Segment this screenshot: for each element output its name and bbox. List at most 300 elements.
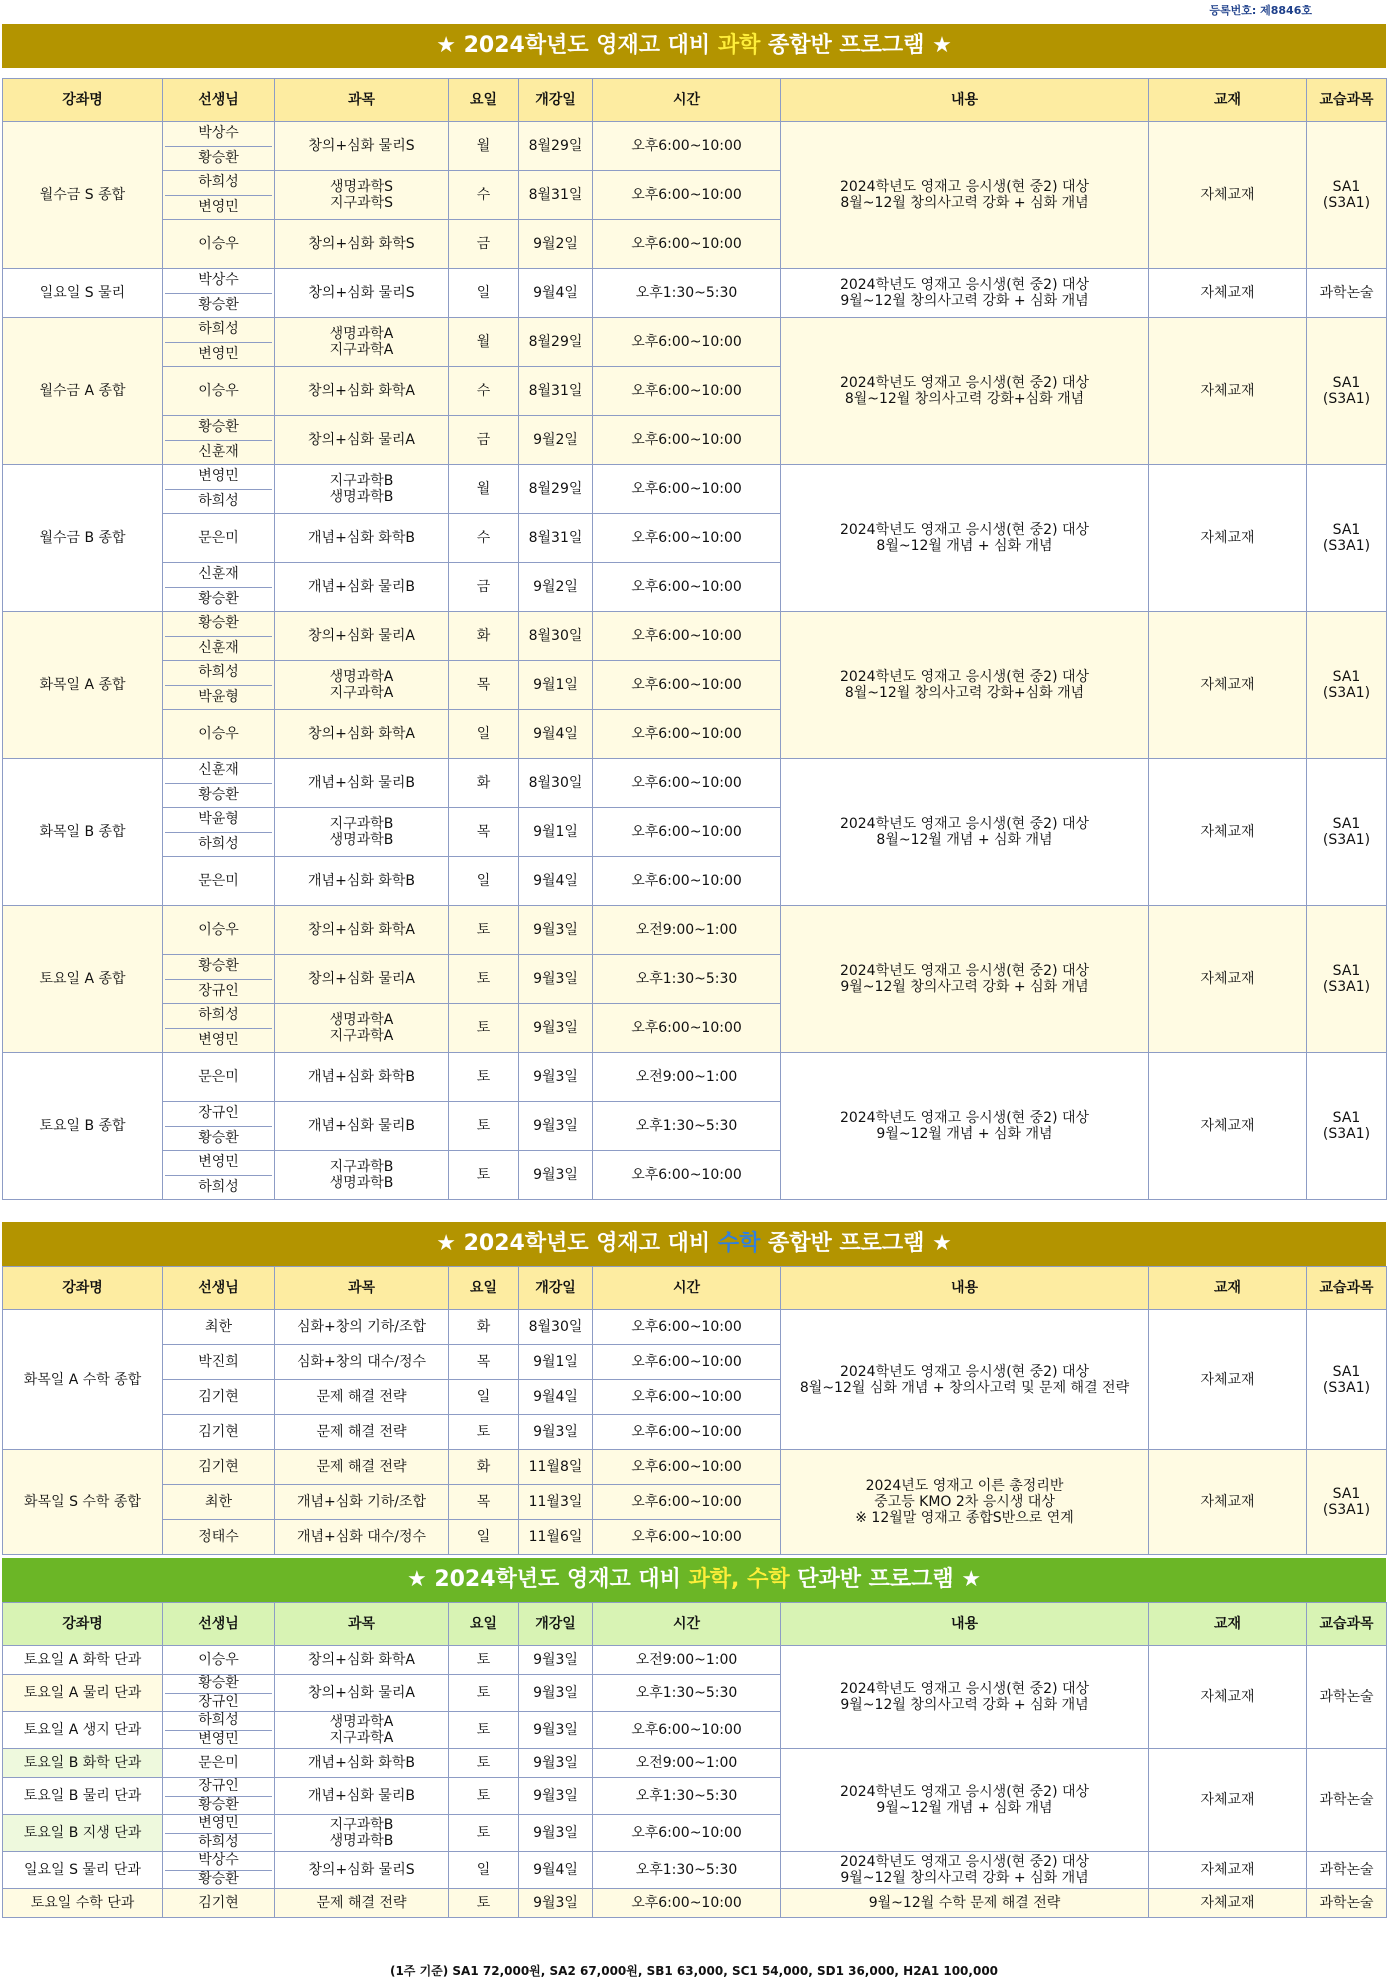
day-cell: 월 xyxy=(449,122,519,171)
table-row xyxy=(3,122,1387,171)
subject-cell xyxy=(275,1310,449,1345)
time-cell: 오후6:00~10:00 xyxy=(593,1450,781,1485)
column-header: 강좌명 xyxy=(3,79,163,122)
teacher-name: 황승환 xyxy=(165,587,272,612)
course-name: 월수금 A 종합 xyxy=(3,318,163,465)
column-header: 강좌명 xyxy=(3,1603,163,1646)
course-code-line: 과학논술 xyxy=(1319,1862,1374,1878)
subject-line: 창의+심화 물리A xyxy=(308,432,415,448)
subject-cell xyxy=(275,1415,449,1450)
subject-line: 개념+심화 물리B xyxy=(308,775,415,791)
subject-cell xyxy=(275,465,449,514)
subject-line: 생명과학A xyxy=(329,1012,394,1028)
course-code-cell xyxy=(1307,1889,1387,1918)
column-header: 교습과목 xyxy=(1307,79,1387,122)
teacher-name: 변영민 xyxy=(165,195,272,220)
content-line: 8월~12월 창의사고력 강화 + 심화 개념 xyxy=(840,195,1089,211)
subject-line: 개념+심화 물리B xyxy=(308,579,415,595)
table-header-row xyxy=(3,79,1387,122)
teacher-cell xyxy=(163,759,275,808)
column-header: 요일 xyxy=(449,1267,519,1310)
subject-cell xyxy=(275,1646,449,1675)
teacher-name: 하희성 xyxy=(198,174,239,190)
start-date-cell: 9월4일 xyxy=(519,1852,593,1889)
day-cell: 토 xyxy=(449,906,519,955)
content-line: 8월~12월 심화 개념 + 창의사고력 및 문제 해결 전략 xyxy=(799,1379,1130,1396)
subject-cell xyxy=(275,1485,449,1520)
teacher-cell: 이승우 xyxy=(163,367,275,416)
day-cell: 화 xyxy=(449,1310,519,1345)
start-date-cell: 8월31일 xyxy=(519,514,593,563)
content-line: 2024학년도 영재고 응시생(현 중2) 대상 xyxy=(839,963,1090,979)
subject-line: 창의+심화 물리A xyxy=(308,628,415,644)
subject-line: 문제 해결 전략 xyxy=(316,1459,407,1475)
teacher-name: 변영민 xyxy=(165,1730,272,1749)
column-header: 선생님 xyxy=(163,1267,275,1310)
course-code-line: (S3A1) xyxy=(1322,1379,1371,1396)
table-row xyxy=(3,612,1387,661)
course-code-line: (S3A1) xyxy=(1322,1502,1371,1518)
teacher-cell xyxy=(163,1102,275,1151)
time-cell: 오후6:00~10:00 xyxy=(593,857,781,906)
subject-line: 지구과학B xyxy=(329,473,394,489)
content-cell xyxy=(781,465,1149,612)
banner-title-prefix: ★ 2024학년도 영재고 대비 xyxy=(436,1231,718,1256)
day-cell: 금 xyxy=(449,416,519,465)
subject-line: 창의+심화 물리A xyxy=(308,1685,415,1701)
start-date-cell: 9월3일 xyxy=(519,906,593,955)
column-header: 내용 xyxy=(781,1267,1149,1310)
time-cell: 오후6:00~10:00 xyxy=(593,1485,781,1520)
time-cell: 오후1:30~5:30 xyxy=(593,1778,781,1815)
teacher-name: 하희성 xyxy=(198,664,239,680)
course-code-line: SA1 xyxy=(1332,963,1361,979)
subject-line: 지구과학A xyxy=(329,1730,394,1746)
subject-cell xyxy=(275,171,449,220)
teacher-cell xyxy=(163,1778,275,1815)
table-row xyxy=(3,1852,1387,1889)
course-name: 토요일 B 종합 xyxy=(3,1053,163,1200)
course-code-cell xyxy=(1307,906,1387,1053)
day-cell: 목 xyxy=(449,1485,519,1520)
column-header: 요일 xyxy=(449,79,519,122)
content-cell xyxy=(781,1646,1149,1749)
day-cell: 화 xyxy=(449,1450,519,1485)
teacher-cell xyxy=(163,122,275,171)
time-cell: 오후6:00~10:00 xyxy=(593,1712,781,1749)
teacher-cell xyxy=(163,171,275,220)
content-line: ※ 12월말 영재고 종합S반으로 연계 xyxy=(855,1510,1074,1526)
course-name: 화목일 A 수학 종합 xyxy=(3,1310,163,1450)
start-date-cell: 11월8일 xyxy=(519,1450,593,1485)
start-date-cell: 9월3일 xyxy=(519,1004,593,1053)
textbook-cell: 자체교재 xyxy=(1149,1053,1307,1200)
subject-line: 생명과학A xyxy=(329,326,394,342)
column-header: 내용 xyxy=(781,79,1149,122)
subject-line: 개념+심화 화학B xyxy=(308,1755,415,1771)
teacher-cell: 이승우 xyxy=(163,710,275,759)
teacher-cell: 최한 xyxy=(163,1485,275,1520)
time-cell: 오후6:00~10:00 xyxy=(593,808,781,857)
day-cell: 토 xyxy=(449,1778,519,1815)
teacher-name: 황승환 xyxy=(165,146,272,171)
teacher-cell: 이승우 xyxy=(163,220,275,269)
column-header: 개강일 xyxy=(519,79,593,122)
subject-line: 창의+심화 물리S xyxy=(308,285,415,301)
time-cell: 오후6:00~10:00 xyxy=(593,416,781,465)
content-line: 2024학년도 영재고 응시생(현 중2) 대상 xyxy=(839,1363,1090,1380)
table-row xyxy=(3,1749,1387,1778)
time-cell: 오후1:30~5:30 xyxy=(593,1102,781,1151)
start-date-cell: 9월2일 xyxy=(519,220,593,269)
teacher-name: 변영민 xyxy=(198,468,239,484)
teacher-cell: 문은미 xyxy=(163,857,275,906)
course-code-line: SA1 xyxy=(1332,669,1361,685)
content-line: 9월~12월 개념 + 심화 개념 xyxy=(876,1800,1053,1816)
subject-line: 개념+심화 물리B xyxy=(308,1118,415,1134)
teacher-name: 황승환 xyxy=(165,783,272,808)
start-date-cell: 11월6일 xyxy=(519,1520,593,1555)
subject-cell xyxy=(275,857,449,906)
subject-cell xyxy=(275,955,449,1004)
course-code-cell xyxy=(1307,1646,1387,1749)
content-cell xyxy=(781,1852,1149,1889)
course-code-line: SA1 xyxy=(1332,522,1361,538)
content-line: 2024학년도 영재고 응시생(현 중2) 대상 xyxy=(839,375,1090,391)
course-code-line: SA1 xyxy=(1332,1110,1361,1126)
column-header: 시간 xyxy=(593,1267,781,1310)
teacher-cell: 최한 xyxy=(163,1310,275,1345)
table-row xyxy=(3,759,1387,808)
subject-cell xyxy=(275,1053,449,1102)
teacher-name: 황승환 xyxy=(198,958,239,974)
subject-cell xyxy=(275,367,449,416)
math-program-table xyxy=(2,1266,1387,1555)
teacher-name: 하희성 xyxy=(165,489,272,514)
start-date-cell: 9월3일 xyxy=(519,1102,593,1151)
teacher-cell: 문은미 xyxy=(163,1749,275,1778)
day-cell: 목 xyxy=(449,1345,519,1380)
subject-cell xyxy=(275,416,449,465)
teacher-cell xyxy=(163,1675,275,1712)
registration-number: 등록번호: 제8846호 xyxy=(1209,4,1312,17)
course-code-line: SA1 xyxy=(1332,179,1361,195)
content-line: 9월~12월 수학 문제 해결 전략 xyxy=(868,1895,1061,1911)
subject-cell xyxy=(275,906,449,955)
subject-line: 지구과학A xyxy=(329,342,394,358)
single-subject-program-table xyxy=(2,1602,1387,1918)
teacher-name: 변영민 xyxy=(165,342,272,367)
subject-cell xyxy=(275,759,449,808)
course-code-line: 과학논술 xyxy=(1319,1689,1374,1705)
content-cell xyxy=(781,1310,1149,1450)
subject-cell xyxy=(275,1675,449,1712)
time-cell: 오후6:00~10:00 xyxy=(593,1520,781,1555)
teacher-name: 황승환 xyxy=(198,419,239,435)
teacher-cell: 김기현 xyxy=(163,1889,275,1918)
course-code-cell xyxy=(1307,122,1387,269)
teacher-name: 황승환 xyxy=(198,615,239,631)
content-line: 2024학년도 영재고 응시생(현 중2) 대상 xyxy=(839,816,1090,832)
textbook-cell: 자체교재 xyxy=(1149,1889,1307,1918)
day-cell: 일 xyxy=(449,710,519,759)
start-date-cell: 9월3일 xyxy=(519,1749,593,1778)
subject-cell xyxy=(275,1102,449,1151)
textbook-cell: 자체교재 xyxy=(1149,759,1307,906)
course-code-line: (S3A1) xyxy=(1322,685,1371,701)
content-cell xyxy=(781,612,1149,759)
time-cell: 오후6:00~10:00 xyxy=(593,661,781,710)
course-name: 토요일 B 물리 단과 xyxy=(3,1778,163,1815)
course-code-line: (S3A1) xyxy=(1322,391,1371,407)
day-cell: 일 xyxy=(449,269,519,318)
teacher-cell xyxy=(163,1852,275,1889)
day-cell: 수 xyxy=(449,514,519,563)
textbook-cell: 자체교재 xyxy=(1149,612,1307,759)
column-header: 교재 xyxy=(1149,1603,1307,1646)
start-date-cell: 9월3일 xyxy=(519,955,593,1004)
subject-line: 지구과학B xyxy=(329,1159,394,1175)
time-cell: 오후1:30~5:30 xyxy=(593,269,781,318)
subject-cell xyxy=(275,514,449,563)
teacher-name: 박윤형 xyxy=(165,685,272,710)
subject-cell xyxy=(275,1889,449,1918)
start-date-cell: 8월30일 xyxy=(519,759,593,808)
textbook-cell: 자체교재 xyxy=(1149,1646,1307,1749)
start-date-cell: 9월1일 xyxy=(519,1345,593,1380)
teacher-cell: 이승우 xyxy=(163,1646,275,1675)
teacher-cell xyxy=(163,955,275,1004)
start-date-cell: 9월3일 xyxy=(519,1675,593,1712)
subject-cell xyxy=(275,1749,449,1778)
content-line: 9월~12월 개념 + 심화 개념 xyxy=(876,1126,1053,1142)
content-line: 2024학년도 영재고 응시생(현 중2) 대상 xyxy=(839,669,1090,685)
column-header: 과목 xyxy=(275,79,449,122)
subject-line: 문제 해결 전략 xyxy=(316,1424,407,1440)
day-cell: 토 xyxy=(449,1675,519,1712)
time-cell: 오전9:00~1:00 xyxy=(593,1749,781,1778)
column-header: 과목 xyxy=(275,1603,449,1646)
content-cell xyxy=(781,318,1149,465)
content-line: 9월~12월 창의사고력 강화 + 심화 개념 xyxy=(840,979,1089,995)
table-row xyxy=(3,906,1387,955)
price-footnote: (1주 기준) SA1 72,000원, SA2 67,000원, SB1 63,000, SC1 54,000, SD1 36,000, H2A1 100,000 xyxy=(389,1964,999,1978)
subject-line: 심화+창의 기하/조합 xyxy=(296,1319,427,1335)
teacher-cell xyxy=(163,1151,275,1200)
teacher-cell xyxy=(163,318,275,367)
day-cell: 월 xyxy=(449,465,519,514)
teacher-name: 황승환 xyxy=(165,293,272,318)
teacher-cell xyxy=(163,563,275,612)
course-code-line: SA1 xyxy=(1332,816,1361,832)
teacher-name: 변영민 xyxy=(198,1815,239,1831)
subject-line: 지구과학A xyxy=(329,685,394,701)
teacher-name: 하희성 xyxy=(198,1712,239,1728)
teacher-name: 박윤형 xyxy=(198,811,239,827)
column-header: 선생님 xyxy=(163,79,275,122)
content-line: 중고등 KMO 2차 응시생 대상 xyxy=(874,1494,1055,1510)
course-code-cell xyxy=(1307,318,1387,465)
content-line: 8월~12월 창의사고력 강화+심화 개념 xyxy=(844,685,1085,701)
subject-cell xyxy=(275,1712,449,1749)
teacher-name: 하희성 xyxy=(198,1007,239,1023)
course-code-line: SA1 xyxy=(1332,1486,1361,1502)
course-name: 화목일 B 종합 xyxy=(3,759,163,906)
start-date-cell: 9월3일 xyxy=(519,1053,593,1102)
teacher-name: 장규인 xyxy=(165,979,272,1004)
course-name: 토요일 수학 단과 xyxy=(3,1889,163,1918)
subject-line: 생명과학B xyxy=(329,489,394,505)
time-cell: 오후6:00~10:00 xyxy=(593,710,781,759)
course-name: 토요일 A 화학 단과 xyxy=(3,1646,163,1675)
course-name: 일요일 S 물리 단과 xyxy=(3,1852,163,1889)
content-cell xyxy=(781,906,1149,1053)
time-cell: 오전9:00~1:00 xyxy=(593,906,781,955)
course-code-cell xyxy=(1307,1450,1387,1555)
time-cell: 오후6:00~10:00 xyxy=(593,1889,781,1918)
course-code-line: (S3A1) xyxy=(1322,832,1371,848)
teacher-name: 변영민 xyxy=(198,1154,239,1170)
content-line: 2024학년도 영재고 응시생(현 중2) 대상 xyxy=(839,1110,1090,1126)
subject-cell xyxy=(275,122,449,171)
teacher-name: 황승환 xyxy=(198,1675,239,1691)
course-code-cell xyxy=(1307,612,1387,759)
subject-line: 생명과학S xyxy=(330,179,393,195)
teacher-cell xyxy=(163,1004,275,1053)
course-code-cell xyxy=(1307,1749,1387,1852)
subject-line: 생명과학B xyxy=(329,832,394,848)
day-cell: 일 xyxy=(449,1520,519,1555)
subject-line: 지구과학B xyxy=(329,1817,394,1833)
subject-cell xyxy=(275,808,449,857)
time-cell: 오후6:00~10:00 xyxy=(593,220,781,269)
subject-cell xyxy=(275,1450,449,1485)
start-date-cell: 9월3일 xyxy=(519,1415,593,1450)
subject-cell xyxy=(275,710,449,759)
day-cell: 토 xyxy=(449,1889,519,1918)
banner-title-highlight: 과학, 수학 xyxy=(688,1567,790,1592)
start-date-cell: 9월3일 xyxy=(519,1815,593,1852)
content-cell xyxy=(781,1749,1149,1852)
time-cell: 오후6:00~10:00 xyxy=(593,1310,781,1345)
subject-line: 개념+심화 대수/정수 xyxy=(296,1529,427,1545)
course-code-cell xyxy=(1307,1310,1387,1450)
course-name: 화목일 A 종합 xyxy=(3,612,163,759)
subject-line: 창의+심화 화학A xyxy=(308,726,415,742)
course-name: 월수금 S 종합 xyxy=(3,122,163,269)
textbook-cell: 자체교재 xyxy=(1149,318,1307,465)
textbook-cell: 자체교재 xyxy=(1149,465,1307,612)
content-cell xyxy=(781,1889,1149,1918)
subject-cell xyxy=(275,220,449,269)
banner-title-suffix: 종합반 프로그램 ★ xyxy=(760,1231,952,1256)
column-header: 요일 xyxy=(449,1603,519,1646)
teacher-cell: 문은미 xyxy=(163,1053,275,1102)
table-row xyxy=(3,1646,1387,1675)
course-code-cell xyxy=(1307,1053,1387,1200)
day-cell: 토 xyxy=(449,1053,519,1102)
teacher-cell xyxy=(163,808,275,857)
course-code-line: 과학논술 xyxy=(1319,285,1374,301)
teacher-cell xyxy=(163,465,275,514)
subject-cell xyxy=(275,1520,449,1555)
content-line: 2024학년도 영재고 응시생(현 중2) 대상 xyxy=(839,1854,1090,1870)
content-line: 2024학년도 영재고 응시생(현 중2) 대상 xyxy=(839,522,1090,538)
table-row xyxy=(3,1450,1387,1485)
teacher-name: 박상수 xyxy=(198,125,239,141)
column-header: 과목 xyxy=(275,1267,449,1310)
start-date-cell: 9월4일 xyxy=(519,1380,593,1415)
start-date-cell: 9월2일 xyxy=(519,416,593,465)
table-row xyxy=(3,1053,1387,1102)
table-row xyxy=(3,1889,1387,1918)
subject-cell xyxy=(275,1778,449,1815)
table-header-row xyxy=(3,1267,1387,1310)
subject-cell xyxy=(275,269,449,318)
subject-line: 지구과학A xyxy=(329,1028,394,1044)
subject-line: 문제 해결 전략 xyxy=(316,1389,407,1405)
teacher-name: 박상수 xyxy=(198,1852,239,1868)
time-cell: 오후6:00~10:00 xyxy=(593,171,781,220)
subject-line: 개념+심화 화학B xyxy=(308,530,415,546)
day-cell: 화 xyxy=(449,612,519,661)
teacher-cell xyxy=(163,416,275,465)
day-cell: 일 xyxy=(449,1380,519,1415)
time-cell: 오후6:00~10:00 xyxy=(593,1004,781,1053)
column-header: 개강일 xyxy=(519,1267,593,1310)
banner-title-suffix: 단과반 프로그램 ★ xyxy=(789,1567,982,1592)
content-line: 9월~12월 창의사고력 강화 + 심화 개념 xyxy=(840,1697,1089,1713)
time-cell: 오후6:00~10:00 xyxy=(593,759,781,808)
teacher-cell xyxy=(163,1712,275,1749)
teacher-name: 장규인 xyxy=(165,1693,272,1712)
banner-title-highlight: 과학 xyxy=(717,33,761,58)
teacher-name: 하희성 xyxy=(165,1175,272,1200)
textbook-cell: 자체교재 xyxy=(1149,269,1307,318)
subject-line: 창의+심화 화학S xyxy=(308,236,415,252)
course-code-line: (S3A1) xyxy=(1322,1126,1371,1142)
teacher-cell xyxy=(163,661,275,710)
subject-line: 생명과학B xyxy=(329,1833,394,1849)
course-code-cell xyxy=(1307,1852,1387,1889)
time-cell: 오후6:00~10:00 xyxy=(593,1380,781,1415)
day-cell: 금 xyxy=(449,563,519,612)
teacher-cell: 이승우 xyxy=(163,906,275,955)
content-line: 8월~12월 개념 + 심화 개념 xyxy=(876,538,1053,554)
day-cell: 월 xyxy=(449,318,519,367)
start-date-cell: 9월4일 xyxy=(519,269,593,318)
textbook-cell: 자체교재 xyxy=(1149,1749,1307,1852)
content-line: 2024학년도 영재고 응시생(현 중2) 대상 xyxy=(839,1681,1090,1697)
subject-line: 지구과학B xyxy=(329,816,394,832)
column-header: 교재 xyxy=(1149,1267,1307,1310)
subject-line: 생명과학A xyxy=(329,669,394,685)
start-date-cell: 9월4일 xyxy=(519,857,593,906)
course-name: 토요일 A 종합 xyxy=(3,906,163,1053)
course-code-line: 과학논술 xyxy=(1319,1895,1374,1911)
teacher-name: 신훈재 xyxy=(198,762,239,778)
start-date-cell: 8월29일 xyxy=(519,122,593,171)
subject-line: 생명과학A xyxy=(329,1714,394,1730)
course-code-line: SA1 xyxy=(1332,375,1361,391)
teacher-name: 장규인 xyxy=(198,1778,239,1794)
subject-line: 창의+심화 화학A xyxy=(308,383,415,399)
teacher-name: 황승환 xyxy=(165,1796,272,1815)
subject-cell xyxy=(275,1151,449,1200)
course-code-line: (S3A1) xyxy=(1322,979,1371,995)
teacher-name: 장규인 xyxy=(198,1105,239,1121)
content-line: 2024년도 영재고 이른 총정리반 xyxy=(865,1478,1064,1494)
